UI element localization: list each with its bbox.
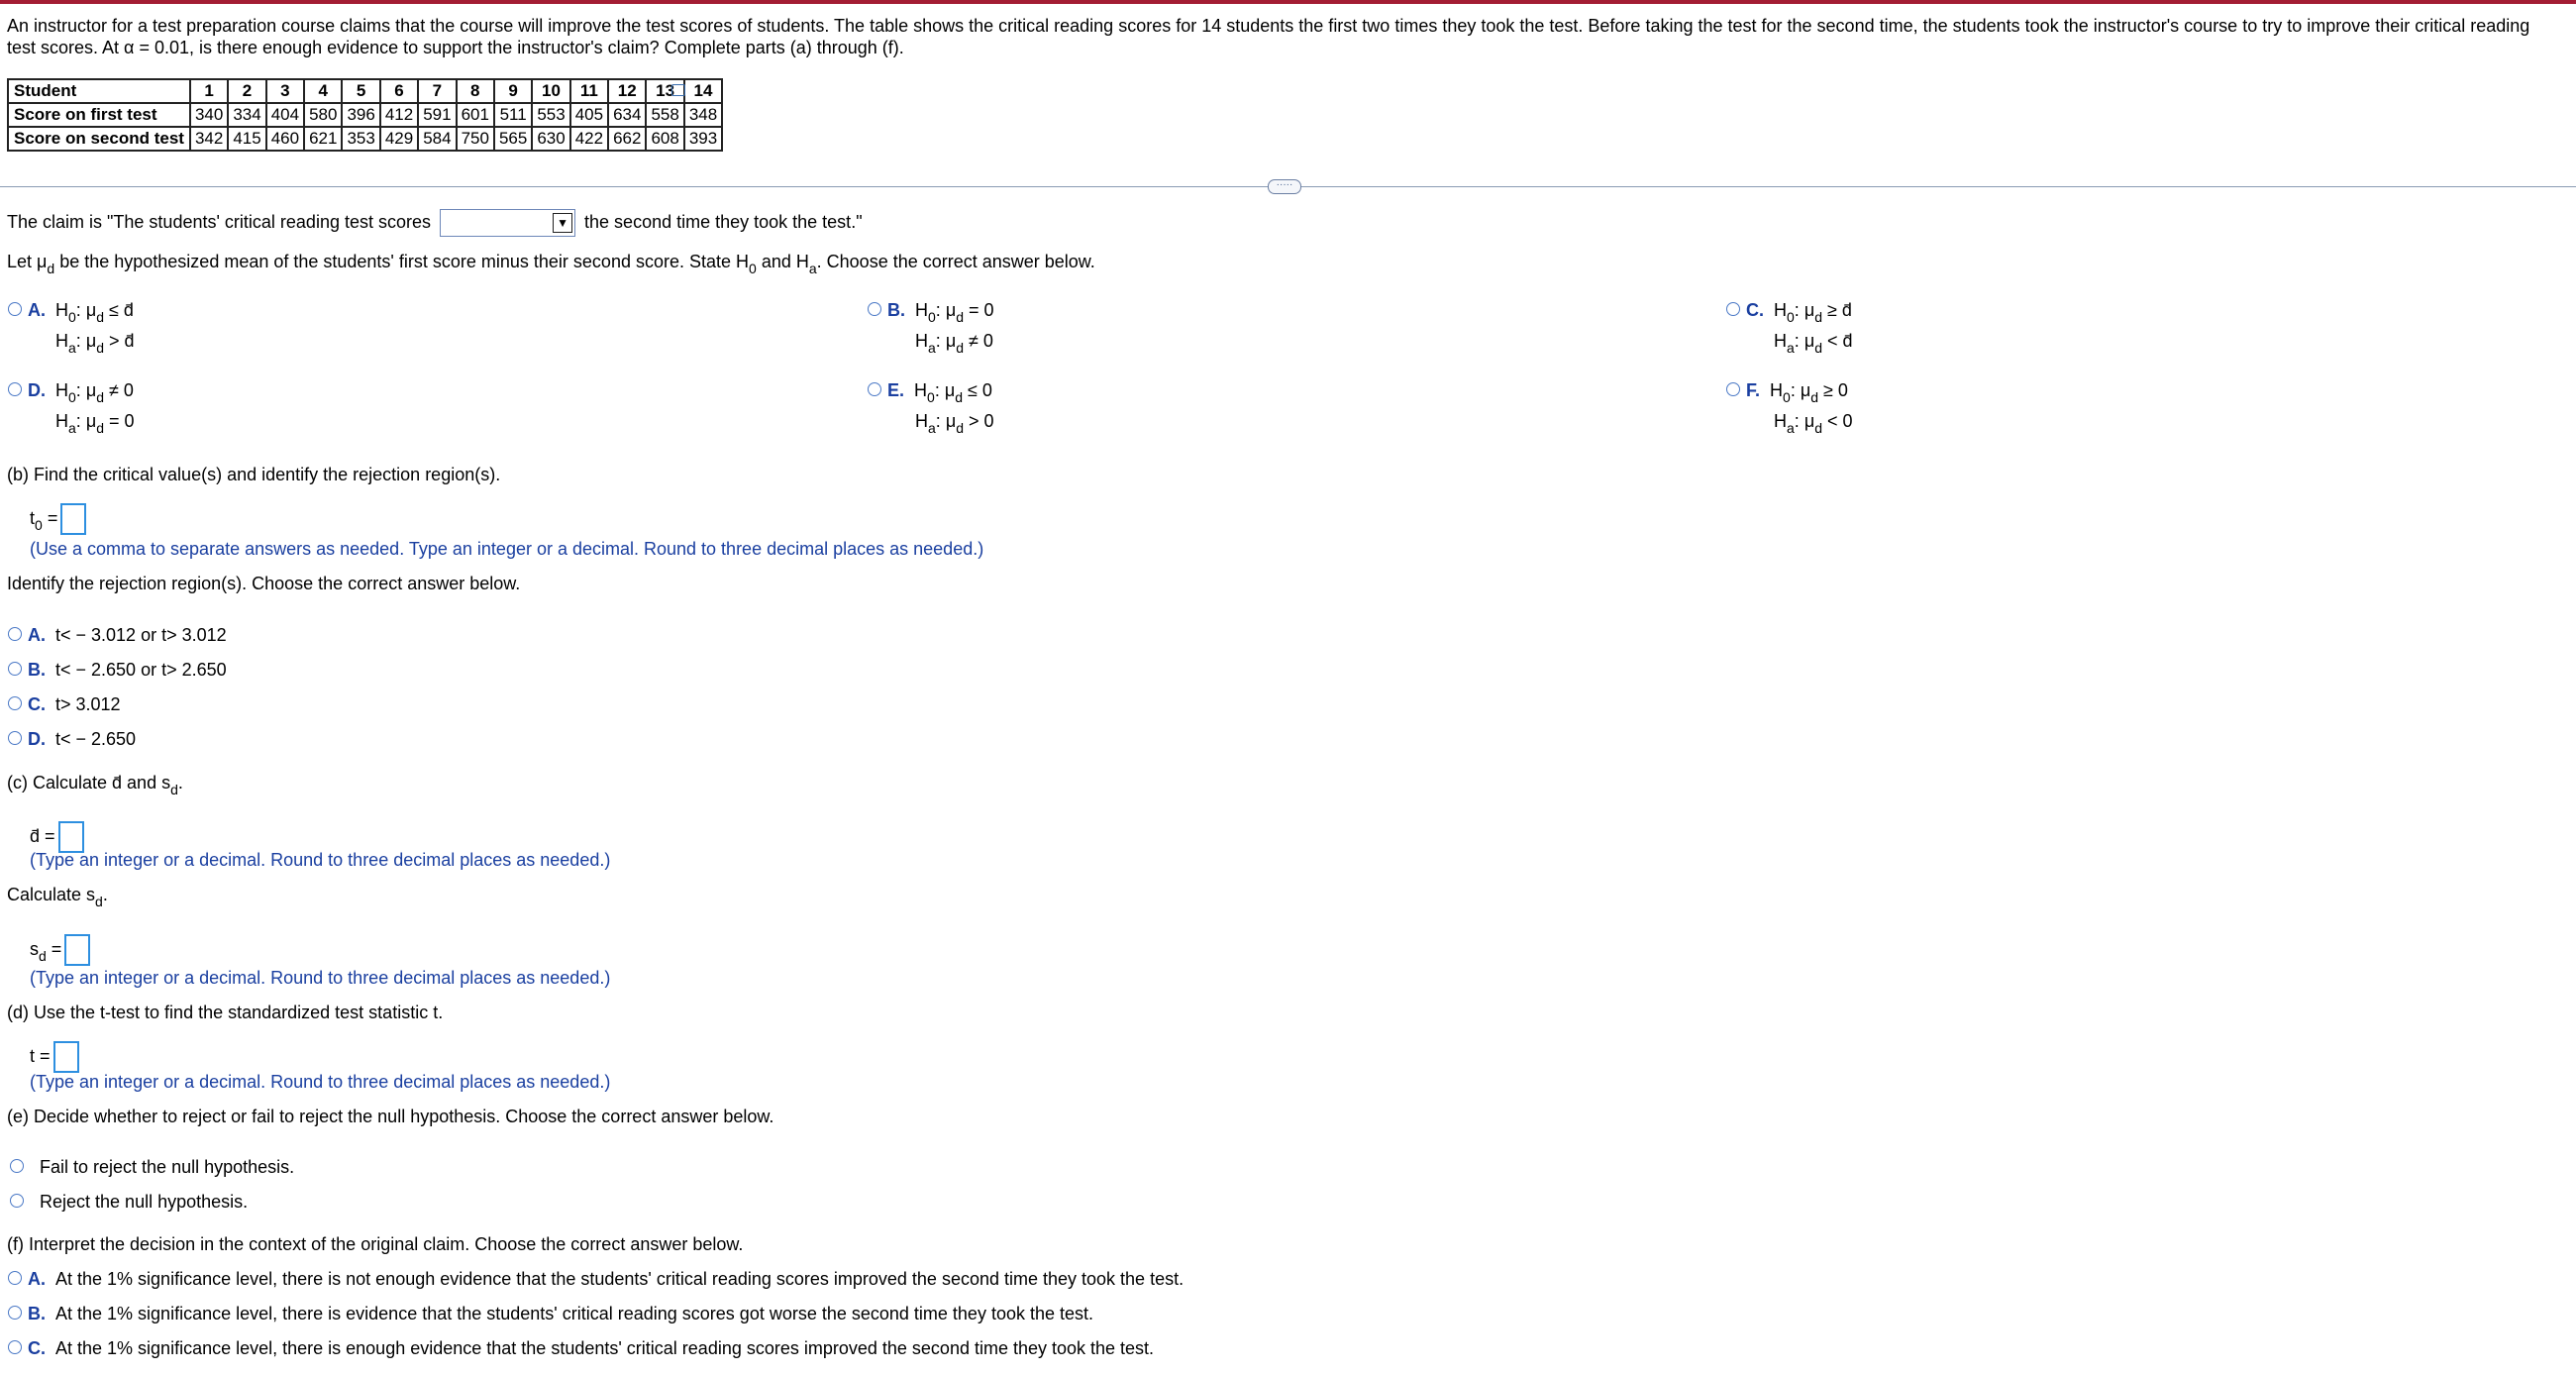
radio-icon[interactable] [8, 696, 22, 710]
hypothesis-option-d[interactable]: D. $H_0$: $\mu_d \ne 0$ $H_a$: $\mu_d = 0$ [8, 375, 135, 437]
interpret-option-a[interactable]: A. At the 1% significance level, there is not enough evidence that the students' critical reading scores improved the second time they took the test. [8, 1268, 1184, 1290]
claim-statement: The claim is "The students' critical reading test scores ▼ the second time they took the test." [7, 209, 863, 237]
radio-icon[interactable] [868, 302, 881, 316]
region-option-a[interactable]: A. t< − 3.012 or t> 3.012 [8, 624, 227, 646]
table-row: Score on second test 342 415 460 621 353 429 584 750 565 630 422 662 608 393 [8, 127, 722, 151]
row-header-second: Score on second test [8, 127, 190, 151]
radio-icon[interactable] [8, 1340, 22, 1354]
decision-option-reject[interactable]: Reject the null hypothesis. [10, 1191, 248, 1213]
interpret-option-c[interactable]: C. At the 1% significance level, there is enough evidence that the students' critical reading scores improved the second time they took the test. [8, 1337, 1154, 1359]
dbar-answer: d̄ = [30, 821, 84, 853]
part-b-hint: (Use a comma to separate answers as needed. Type an integer or a decimal. Round to three decimal places as needed.) [30, 539, 984, 559]
dbar-hint: (Type an integer or a decimal. Round to three decimal places as needed.) [30, 850, 611, 870]
hypothesis-option-b[interactable]: B. $H_0$: $\mu_d = 0$ $H_a$: $\mu_d \ne 0$ [868, 295, 994, 357]
radio-icon[interactable] [1726, 382, 1740, 396]
t-hint: (Type an integer or a decimal. Round to three decimal places as needed.) [30, 1072, 611, 1092]
radio-icon[interactable] [10, 1194, 24, 1208]
problem-statement: An instructor for a test preparation course claims that the course will improve the test scores of students. The table shows the critical reading scores for 14 students the first two times they took the test. Before taking the test for the second time, the students took the instructor's course to try to improve their critical reading test scores. At α = 0.01, is there enough evidence to support the instructor's claim? Complete parts (a) through (f). [7, 16, 2530, 57]
radio-icon[interactable] [8, 1271, 22, 1285]
t0-answer: $t_0$ = [30, 503, 86, 535]
table-row: Student 1 2 3 4 5 6 7 8 9 10 11 12 13 14 [8, 79, 722, 103]
sd-input[interactable] [64, 934, 90, 966]
radio-icon[interactable] [8, 382, 22, 396]
radio-icon[interactable] [1726, 302, 1740, 316]
top-accent-bar [0, 0, 2576, 4]
sd-hint: (Type an integer or a decimal. Round to three decimal places as needed.) [30, 968, 611, 988]
radio-icon[interactable] [8, 627, 22, 641]
radio-icon[interactable] [8, 302, 22, 316]
chevron-down-icon[interactable]: ▼ [553, 213, 572, 233]
row-header-student: Student [8, 79, 190, 103]
part-d-prompt: (d) Use the t-test to find the standardized test statistic t. [7, 1003, 444, 1022]
part-e-prompt: (e) Decide whether to reject or fail to reject the null hypothesis. Choose the correct answer below. [7, 1107, 774, 1126]
radio-icon[interactable] [8, 731, 22, 745]
expand-handle[interactable]: ····· [1268, 179, 1301, 194]
hypothesis-option-f[interactable]: F. $H_0$: $\mu_d \ge 0$ $H_a$: $\mu_d < 0$ [1726, 375, 1853, 437]
decision-option-fail[interactable]: Fail to reject the null hypothesis. [10, 1156, 294, 1178]
calc-sd-prompt: Calculate $s_d$. [7, 885, 108, 909]
radio-icon[interactable] [8, 662, 22, 676]
hypothesis-option-e[interactable]: E. $H_0$: $\mu_d \le 0$ $H_a$: $\mu_d > 0$ [868, 375, 994, 437]
scores-table [7, 78, 723, 152]
region-option-b[interactable]: B. t< − 2.650 or t> 2.650 [8, 659, 227, 681]
table-row: Score on first test 340 334 404 580 396 412 591 601 511 553 405 634 558 348 [8, 103, 722, 127]
radio-icon[interactable] [10, 1159, 24, 1173]
region-prompt: Identify the rejection region(s). Choose the correct answer below. [7, 574, 521, 593]
row-header-first: Score on first test [8, 103, 190, 127]
sd-answer: $s_d$ = [30, 934, 90, 966]
part-b-prompt: (b) Find the critical value(s) and identify the rejection region(s). [7, 465, 501, 484]
hypothesis-option-c[interactable]: C. $H_0$: $\mu_d$ ≥ d̄ $H_a$: $\mu_d$ < d̄ [1726, 295, 1853, 357]
radio-icon[interactable] [8, 1306, 22, 1320]
part-a-prompt: Let $\mu_d$ be the hypothesized mean of the students' first score minus their second score. State $H_0$ and $H_a$. Choose the correct answer below. [7, 252, 1095, 276]
hypothesis-option-a[interactable]: A. $H_0$: $\mu_d$ ≤ d̄ $H_a$: $\mu_d$ > d̄ [8, 295, 135, 357]
copy-data-icon[interactable] [671, 84, 685, 96]
region-option-d[interactable]: D. t< − 2.650 [8, 728, 136, 750]
part-f-prompt: (f) Interpret the decision in the context of the original claim. Choose the correct answer below. [7, 1234, 744, 1254]
region-option-c[interactable]: C. t> 3.012 [8, 693, 121, 715]
radio-icon[interactable] [868, 382, 881, 396]
claim-dropdown[interactable] [440, 209, 575, 237]
t-input[interactable] [53, 1041, 79, 1073]
interpret-option-b[interactable]: B. At the 1% significance level, there is evidence that the students' critical reading scores got worse the second time they took the test. [8, 1303, 1093, 1324]
part-c-prompt: (c) Calculate d̄ and $s_d$. [7, 773, 183, 797]
t-answer: t = [30, 1041, 79, 1073]
t0-input[interactable] [60, 503, 86, 535]
